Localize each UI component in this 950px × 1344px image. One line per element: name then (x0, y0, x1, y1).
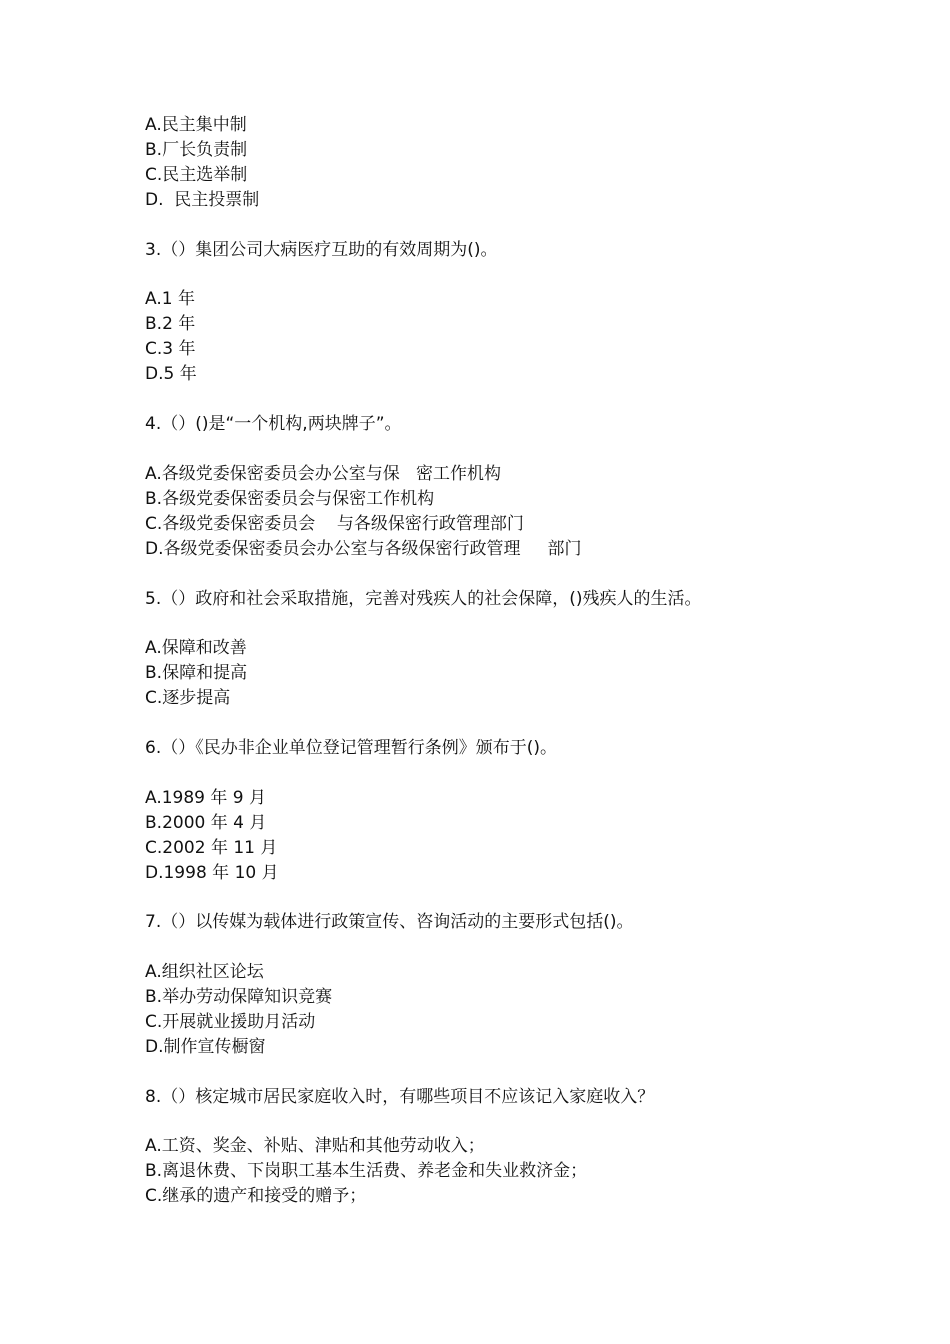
option-line: C.逐步提高 (145, 688, 231, 708)
option-line: D. 民主投票制 (145, 190, 260, 210)
option-line: C.各级党委保密委员会 与各级保密行政管理部门 (145, 514, 524, 534)
option-line: B.厂长负责制 (145, 140, 248, 160)
option-line: B.2000 年 4 月 (145, 813, 267, 833)
option-line: C.3 年 (145, 339, 196, 359)
option-line: C.2002 年 11 月 (145, 838, 278, 858)
option-line: A.组织社区论坛 (145, 962, 264, 982)
option-line: C.继承的遗产和接受的赠予； (145, 1186, 367, 1206)
question-line: 6.（）《民办非企业单位登记管理暂行条例》颁布于()。 (145, 738, 557, 758)
option-line: B.举办劳动保障知识竞赛 (145, 987, 333, 1007)
option-line: A.保障和改善 (145, 638, 247, 658)
option-line: B.各级党委保密委员会与保密工作机构 (145, 489, 435, 509)
option-line: D.各级党委保密委员会办公室与各级保密行政管理 部门 (145, 539, 582, 559)
option-line: A.民主集中制 (145, 115, 247, 135)
question-line: 4.（）()是“一个机构,两块牌子”。 (145, 414, 402, 434)
question-line: 3.（）集团公司大病医疗互助的有效周期为()。 (145, 240, 498, 260)
option-line: A.工资、奖金、补贴、津贴和其他劳动收入； (145, 1136, 485, 1156)
option-line: D.5 年 (145, 364, 197, 384)
option-line: C.民主选举制 (145, 165, 248, 185)
option-line: A.1 年 (145, 289, 195, 309)
option-line: A.各级党委保密委员会办公室与保 密工作机构 (145, 464, 501, 484)
option-line: B.保障和提高 (145, 663, 248, 683)
option-line: B.2 年 (145, 314, 196, 334)
option-line: C.开展就业援助月活动 (145, 1012, 316, 1032)
question-line: 8.（）核定城市居民家庭收入时，有哪些项目不应该记入家庭收入？ (145, 1087, 655, 1107)
option-line: A.1989 年 9 月 (145, 788, 267, 808)
question-line: 7.（）以传媒为载体进行政策宣传、咨询活动的主要形式包括()。 (145, 912, 634, 932)
option-line: D.制作宣传橱窗 (145, 1037, 266, 1057)
question-line: 5.（）政府和社会采取措施，完善对残疾人的社会保障，()残疾人的生活。 (145, 589, 702, 609)
option-line: D.1998 年 10 月 (145, 863, 279, 883)
option-line: B.离退休费、下岗职工基本生活费、养老金和失业救济金； (145, 1161, 588, 1181)
